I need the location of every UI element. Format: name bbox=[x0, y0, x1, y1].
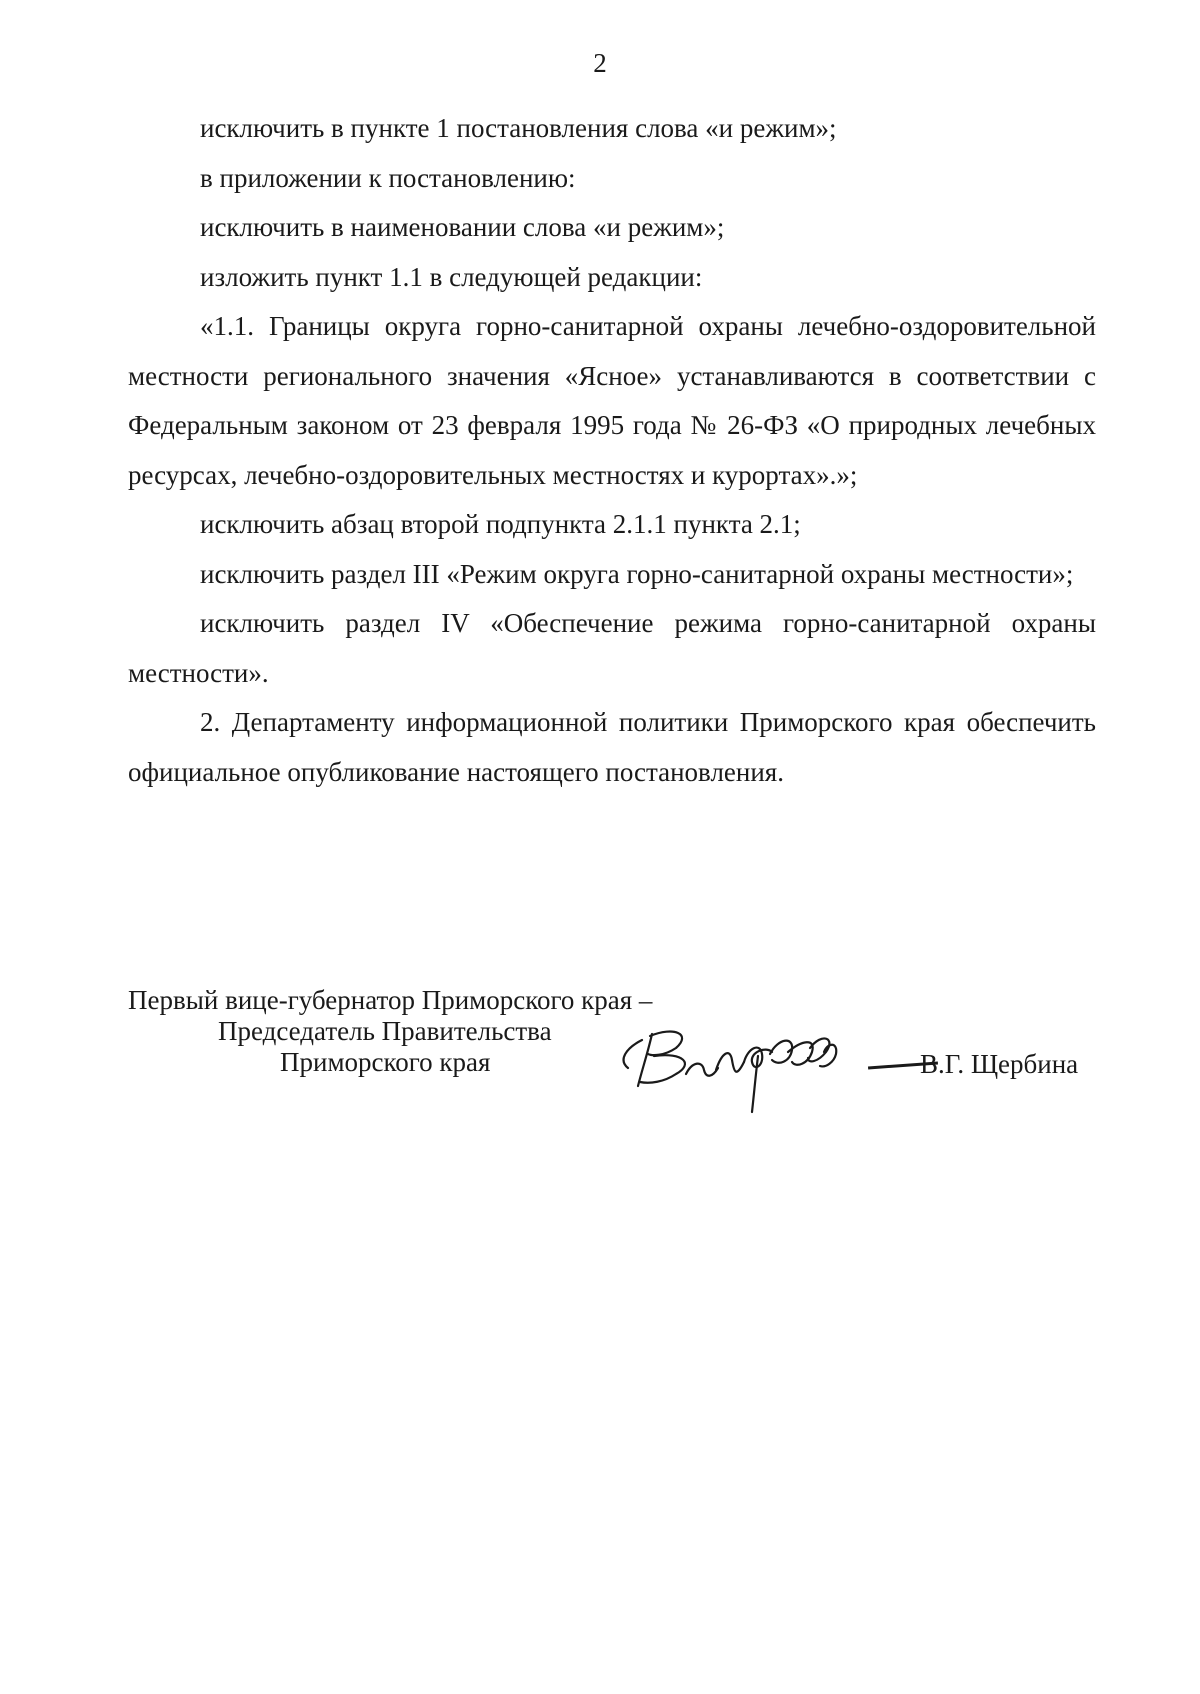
paragraph-exclude-section-3: исключить раздел III «Режим округа горно-санитарной охраны местности»; bbox=[200, 558, 1074, 589]
paragraph-publication-order: 2. Департаменту информационной политики Приморского края обеспечить официальное опубликование настоящего постановления. bbox=[128, 707, 1096, 787]
signatory-position-line-3: Приморского края bbox=[280, 1047, 491, 1077]
document-body bbox=[128, 104, 1096, 797]
signatory-position-line-2: Председатель Правительства bbox=[218, 1016, 552, 1046]
paragraph-restate-point-1-1: изложить пункт 1.1 в следующей редакции: bbox=[200, 261, 703, 292]
paragraph-point-1-1-text: «1.1. Границы округа горно-санитарной охраны лечебно-оздоровительной местности регионального значения «Ясное» устанавливаются в соответствии с Федеральным законом от 23 февраля 1995 года № 26-ФЗ «О природных лечебных ресурсах, лечебно-оздоровительных местностях и курортах».»; bbox=[128, 311, 1096, 490]
paragraph-appendix-intro: в приложении к постановлению: bbox=[200, 162, 576, 193]
paragraph-exclude-subpoint: исключить абзац второй подпункта 2.1.1 пункта 2.1; bbox=[200, 509, 801, 539]
paragraph-exclude-section-4: исключить раздел IV «Обеспечение режима горно-санитарной охраны местности». bbox=[128, 608, 1096, 688]
signatory-position-line-1: Первый вице-губернатор Приморского края – bbox=[128, 985, 653, 1015]
paragraph-exclude-point-1: исключить в пункте 1 постановления слова «и режим»; bbox=[200, 113, 837, 143]
handwritten-signature bbox=[612, 1012, 872, 1122]
signer-name: В.Г. Щербина bbox=[920, 1049, 1079, 1079]
paragraph-exclude-title-words: исключить в наименовании слова «и режим»; bbox=[200, 212, 725, 242]
page-number: 2 bbox=[593, 48, 607, 78]
